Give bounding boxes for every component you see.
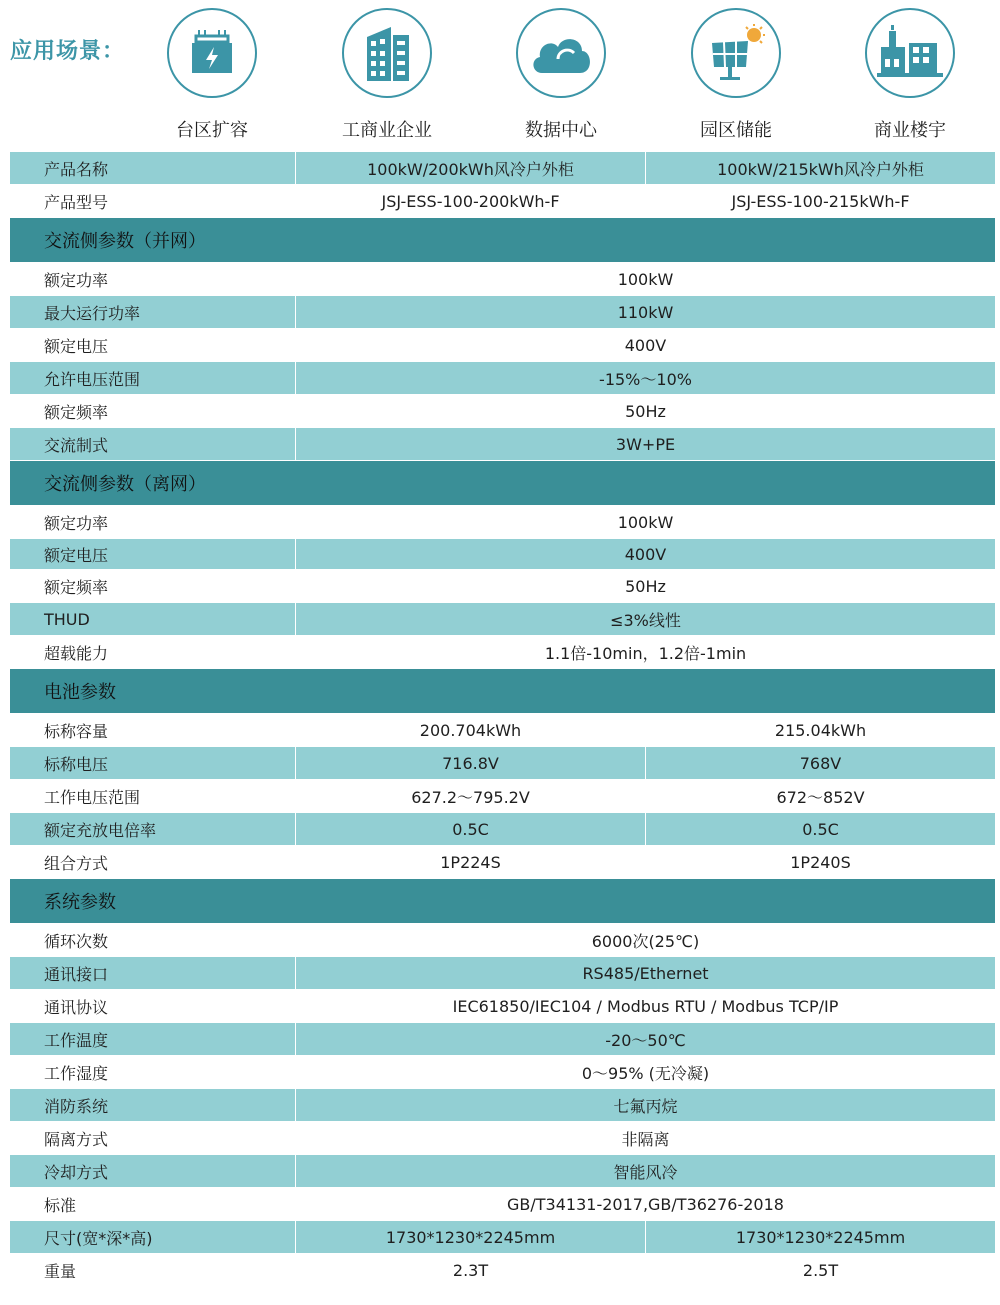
application-scenes <box>0 0 1000 146</box>
table-row <box>10 924 995 957</box>
scene-label: 园区储能 <box>700 120 772 141</box>
scene-item <box>491 8 631 142</box>
param-value: 215.04kWh <box>645 714 995 746</box>
param-value: JSJ-ESS-100-215kWh-F <box>645 185 995 217</box>
param-label: 产品型号 <box>10 185 296 217</box>
param-label: 额定电压 <box>10 329 296 361</box>
section-header <box>10 218 995 263</box>
param-label: 组合方式 <box>10 846 296 878</box>
param-value: 200.704kWh <box>419 720 522 740</box>
param-value: 七氟丙烷 <box>613 1096 678 1116</box>
param-value: 1.1倍-10min，1.2倍-1min <box>544 643 747 663</box>
table-row <box>10 296 995 329</box>
table-row <box>10 1056 995 1089</box>
param-value: 768V <box>645 747 995 779</box>
section-title: 交流侧参数（并网） <box>44 231 206 252</box>
param-value: RS485/Ethernet <box>582 963 709 983</box>
param-label: 最大运行功率 <box>10 296 296 328</box>
table-row <box>10 185 995 218</box>
table-row <box>10 152 995 185</box>
table-row <box>10 714 995 747</box>
scene-label: 数据中心 <box>525 120 597 141</box>
param-label: 超载能力 <box>10 636 296 668</box>
param-label: 允许电压范围 <box>10 362 296 394</box>
param-value: IEC61850/IEC104 / Modbus RTU / Modbus TCP/IP <box>452 996 839 1016</box>
section-header <box>10 461 995 506</box>
param-label: 额定功率 <box>10 506 296 538</box>
param-value: 100kW <box>617 269 674 289</box>
param-label: 额定电压 <box>10 539 296 569</box>
param-value: 1P224S <box>440 852 501 872</box>
param-value: 2.3T <box>452 1260 489 1280</box>
table-row <box>10 990 995 1023</box>
table-row <box>10 957 995 990</box>
section-title: 系统参数 <box>44 892 116 913</box>
param-value: 672～852V <box>645 780 995 812</box>
scene-label: 台区扩容 <box>176 120 248 141</box>
param-value: 400V <box>624 544 667 564</box>
param-label: 通讯接口 <box>10 957 296 989</box>
param-label: 重量 <box>10 1254 296 1286</box>
param-value: ≤3%线性 <box>610 610 681 630</box>
param-value: 3W+PE <box>615 434 676 454</box>
cloud-icon <box>516 8 606 98</box>
table-row <box>10 780 995 813</box>
spec-table <box>10 152 995 1287</box>
param-label: 产品名称 <box>10 152 296 184</box>
table-row <box>10 1155 995 1188</box>
section-header <box>10 669 995 714</box>
table-row <box>10 428 995 461</box>
param-value: 100kW/215kWh风冷户外柜 <box>645 152 995 184</box>
table-row <box>10 570 995 603</box>
param-value: 1730*1230*2245mm <box>645 1221 995 1253</box>
param-value: 716.8V <box>442 753 499 773</box>
param-label: 交流制式 <box>10 428 296 460</box>
scene-label: 商业楼宇 <box>874 120 946 141</box>
table-row <box>10 1254 995 1287</box>
param-label: 标准 <box>10 1188 296 1220</box>
param-label: 额定频率 <box>10 570 296 602</box>
param-value: 100kW <box>617 512 674 532</box>
table-row <box>10 1122 995 1155</box>
scene-item <box>666 8 806 142</box>
param-value: 1730*1230*2245mm <box>385 1227 556 1247</box>
param-value: 100kW/200kWh风冷户外柜 <box>367 159 574 179</box>
param-value: -15%～10% <box>599 369 692 389</box>
param-value: JSJ-ESS-100-200kWh-F <box>381 191 560 211</box>
scene-item <box>142 8 282 142</box>
table-row <box>10 362 995 395</box>
param-label: 标称电压 <box>10 747 296 779</box>
param-value: 0.5C <box>452 819 489 839</box>
param-label: 尺寸(宽*深*高) <box>10 1221 296 1253</box>
table-row <box>10 846 995 879</box>
table-row <box>10 329 995 362</box>
param-label: 循环次数 <box>10 924 296 956</box>
solar-panel-icon <box>691 8 781 98</box>
param-value: 2.5T <box>645 1254 995 1286</box>
table-row <box>10 1221 995 1254</box>
table-row <box>10 603 995 636</box>
param-value: GB/T34131-2017,GB/T36276-2018 <box>507 1194 784 1214</box>
param-value: 50Hz <box>625 576 666 596</box>
table-row <box>10 506 995 539</box>
section-title: 交流侧参数（离网） <box>44 474 206 495</box>
scenes-title: 应用场景： <box>10 39 126 64</box>
table-row <box>10 395 995 428</box>
param-label: 工作温度 <box>10 1023 296 1055</box>
battery-charge-icon <box>167 8 257 98</box>
table-row <box>10 636 995 669</box>
param-label: 冷却方式 <box>10 1155 296 1187</box>
table-row <box>10 539 995 570</box>
param-value: 6000次(25℃) <box>591 931 700 951</box>
param-value: 智能风冷 <box>613 1162 678 1182</box>
param-label: 额定功率 <box>10 263 296 295</box>
param-label: 工作湿度 <box>10 1056 296 1088</box>
scene-label: 工商业企业 <box>342 120 432 141</box>
scene-item <box>317 8 457 142</box>
param-label: 通讯协议 <box>10 990 296 1022</box>
param-label: 额定频率 <box>10 395 296 427</box>
table-row <box>10 813 995 846</box>
param-value: 0.5C <box>645 813 995 845</box>
param-value: 627.2～795.2V <box>411 787 530 807</box>
param-value: 0～95% (无冷凝) <box>581 1063 710 1083</box>
param-value: 1P240S <box>645 846 995 878</box>
param-value: 非隔离 <box>621 1129 670 1149</box>
param-label: 标称容量 <box>10 714 296 746</box>
table-row <box>10 1023 995 1056</box>
office-building-icon <box>342 8 432 98</box>
param-label: 隔离方式 <box>10 1122 296 1154</box>
table-row <box>10 263 995 296</box>
param-value: 400V <box>624 335 667 355</box>
table-row <box>10 1089 995 1122</box>
param-value: 50Hz <box>625 401 666 421</box>
param-label: 消防系统 <box>10 1089 296 1121</box>
param-label: 额定充放电倍率 <box>10 813 296 845</box>
factory-icon <box>865 8 955 98</box>
param-value: -20～50℃ <box>605 1030 686 1050</box>
table-row <box>10 747 995 780</box>
table-row <box>10 1188 995 1221</box>
param-label: 工作电压范围 <box>10 780 296 812</box>
param-label: THUD <box>10 603 296 635</box>
section-header <box>10 879 995 924</box>
param-value: 110kW <box>617 302 674 322</box>
section-title: 电池参数 <box>44 682 116 703</box>
scene-item <box>840 8 980 142</box>
